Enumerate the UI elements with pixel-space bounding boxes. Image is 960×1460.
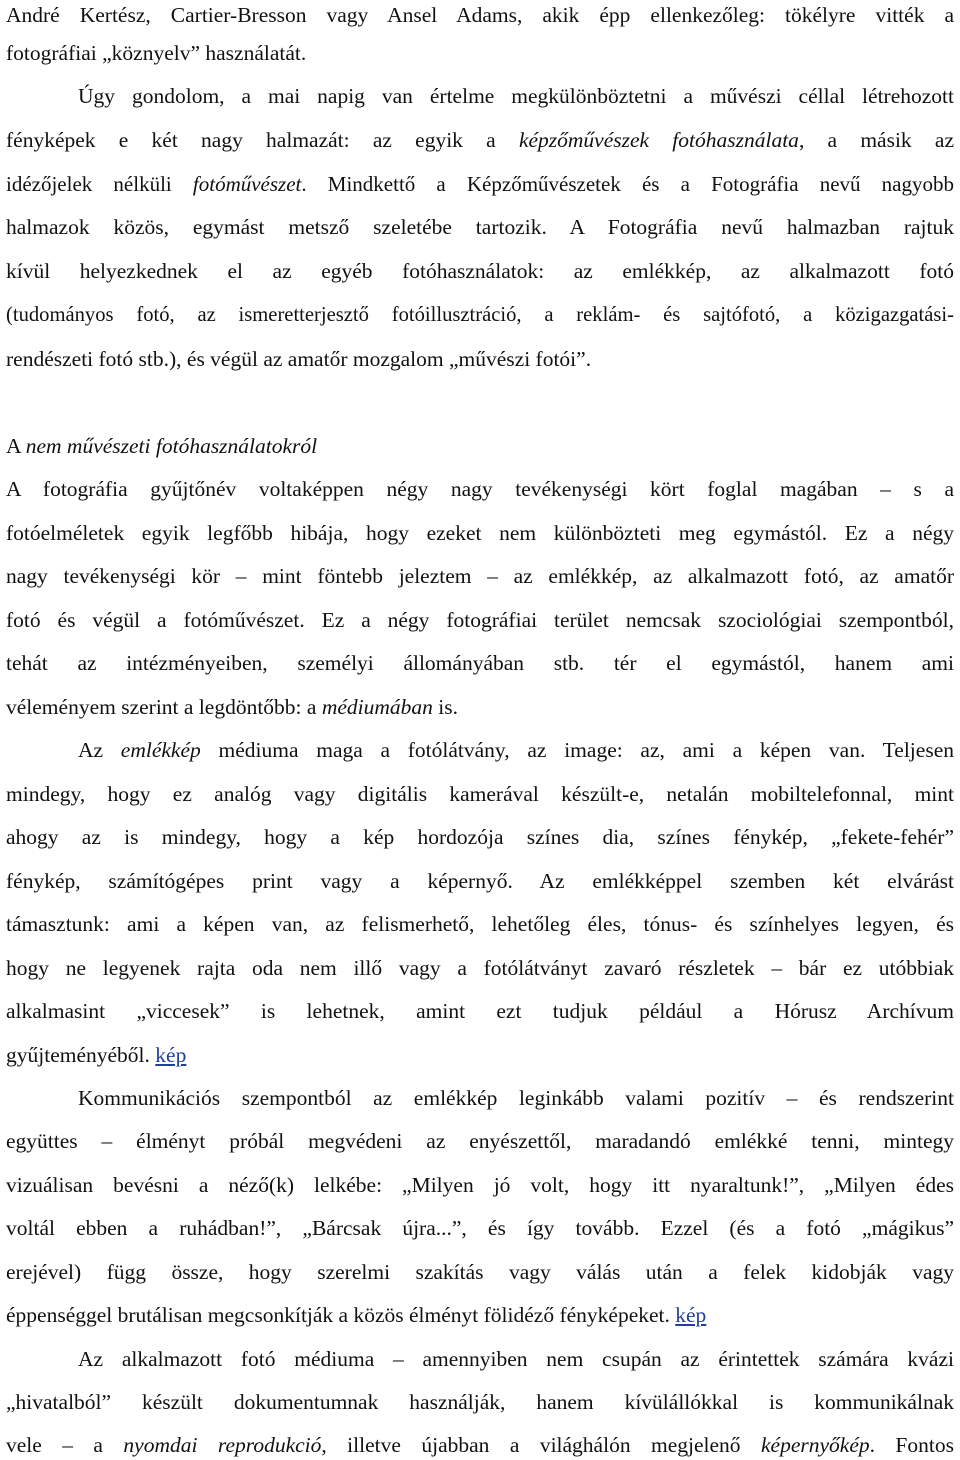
text-run: fotóelméletek egyik legfőbb hibája, hogy ezeket nem különbözteti meg egymástól. Ez a négy: [6, 521, 954, 545]
text-run: médiuma maga a fotólátvány, az image: az, ami a képen van. Teljesen: [200, 738, 954, 762]
text-line: [6, 1430, 954, 1460]
text-run: (tudományos fotó, az ismeretterjesztő fotóillusztráció, a reklám- és sajtófotó, a közigazgatási-: [6, 304, 954, 326]
text-run: Kommunikációs szempontból az emlékkép leginkább valami pozitív – és rendszerint: [78, 1086, 954, 1110]
text-run: erejével) függ össze, hogy szerelmi szakítás vagy válás után a felek kidobják vagy: [6, 1260, 954, 1284]
text-run: ahogy az is mindegy, hogy a kép hordozója színes dia, színes fénykép, „fekete-fehér”: [6, 825, 954, 849]
text-run: . Mindkettő a Képzőművészetek és a Fotográfia nevű nagyobb: [301, 172, 954, 196]
text-run: „hivatalból” készült dokumentumnak használják, hanem kívülállókkal is kommunikálnak: [6, 1390, 954, 1414]
image-link[interactable]: kép: [675, 1303, 707, 1327]
text-run: A fotográfia gyűjtőnév voltaképpen négy nagy tevékenységi kört foglal magában – s a: [6, 477, 954, 501]
text-run: vizuálisan bevésni a néző(k) lelkébe: „Milyen jó volt, hogy itt nyaraltunk!”, „Milyen édes: [6, 1173, 954, 1197]
text-line: [6, 169, 954, 199]
text-line: [6, 38, 954, 68]
text-run: hogy ne legyenek rajta oda nem illő vagy a fotólátványt zavaró részletek – bár ez utóbbiak: [6, 956, 954, 980]
text-line: [78, 81, 954, 111]
text-line: [6, 256, 954, 286]
text-line: [6, 212, 954, 242]
text-line: [78, 1344, 954, 1374]
italic-text: nyomdai reprodukció: [123, 1433, 322, 1457]
text-run: , a másik az: [798, 128, 954, 152]
text-line: [6, 779, 954, 809]
text-run: fotográfiai „köznyelv” használatát.: [6, 41, 307, 65]
text-run: támasztunk: ami a képen van, az felismerhető, lehetőleg éles, tónus- és színhelyes legyen, és: [6, 912, 954, 936]
text-run: is.: [432, 695, 458, 719]
text-line: [78, 735, 954, 765]
text-run: rendészeti fotó stb.), és végül az amatőr mozgalom „művészi fotói”.: [6, 347, 592, 371]
italic-text: nem művészeti fotóhasználatokról: [25, 434, 318, 458]
italic-text: képernyőkép: [760, 1433, 870, 1457]
text-run: fotó és végül a fotóművészet. Ez a négy fotográfiai terület nemcsak szociológiai szempontból,: [6, 608, 954, 632]
text-run: nagy tevékenységi kör – mint föntebb jeleztem – az emlékkép, az alkalmazott fotó, az amatőr: [6, 564, 954, 588]
text-run: vele – a: [6, 1433, 124, 1457]
text-line: [6, 692, 954, 722]
text-line: [6, 648, 954, 678]
text-run: tehát az intézményeiben, személyi állományában stb. tér el egymástól, hanem ami: [6, 651, 954, 675]
text-run: Az alkalmazott fotó médiuma – amennyiben nem csupán az érintettek számára kvázi: [78, 1347, 954, 1371]
text-run: fénykép, számítógépes print vagy a képernyő. Az emlékképpel szemben két elvárást: [6, 869, 954, 893]
text-line: [6, 996, 954, 1026]
text-line: [6, 1387, 954, 1417]
text-run: A: [6, 434, 26, 458]
text-line: [6, 1300, 954, 1330]
text-line: [6, 822, 954, 852]
text-line: [78, 1083, 954, 1113]
text-run: André Kertész, Cartier-Bresson vagy Ansel Adams, akik épp ellenkezőleg: tökélyre vitték a: [6, 3, 954, 27]
italic-text: médiumában: [321, 695, 433, 719]
text-run: voltál ebben a ruhádban!”, „Bárcsak újra...”, és így tovább. Ezzel (és a fotó „mágikus”: [6, 1216, 954, 1240]
text-line: [6, 0, 954, 30]
text-line: [6, 1040, 954, 1070]
text-line: [6, 518, 954, 548]
text-run: kívül helyezkednek el az egyéb fotóhasználatok: az emlékkép, az alkalmazott fotó: [6, 259, 954, 283]
text-line: [6, 909, 954, 939]
text-run: Úgy gondolom, a mai napig van értelme megkülönböztetni a művészi céllal létrehozott: [78, 84, 954, 108]
text-run: fényképek e két nagy halmazát: az egyik a: [6, 128, 519, 152]
italic-text: képzőművészek fotóhasználata: [518, 128, 799, 152]
text-line: [6, 605, 954, 635]
text-line: [6, 866, 954, 896]
text-run: együttes – élményt próbál megvédeni az enyészettől, maradandó emlékké tenni, mintegy: [6, 1129, 954, 1153]
text-line: [6, 1257, 954, 1287]
text-line: [6, 300, 954, 330]
text-line: [6, 344, 954, 374]
text-run: gyűjteményéből.: [6, 1043, 156, 1067]
image-link[interactable]: kép: [155, 1043, 187, 1067]
text-run: mindegy, hogy ez analóg vagy digitális kamerával készült-e, netalán mobiltelefonnal, mint: [6, 782, 954, 806]
text-run: éppenséggel brutálisan megcsonkítják a közös élményt fölidéző fényképeket.: [6, 1303, 676, 1327]
text-line: [6, 1126, 954, 1156]
text-line: [6, 1213, 954, 1243]
section-heading: [6, 431, 954, 461]
italic-text: emlékkép: [120, 738, 201, 762]
text-line: [6, 1170, 954, 1200]
text-line: [6, 474, 954, 504]
text-run: . Fontos: [869, 1433, 954, 1457]
text-line: [6, 125, 954, 155]
text-run: alkalmasint „viccesek” is lehetnek, amint ezt tudjuk például a Hórusz Archívum: [6, 999, 954, 1023]
text-run: idézőjelek nélküli: [6, 172, 193, 196]
text-line: [6, 561, 954, 591]
italic-text: fotóművészet: [192, 172, 302, 196]
text-run: véleményem szerint a legdöntőbb: a: [6, 695, 322, 719]
text-run: Az: [78, 738, 121, 762]
text-run: halmazok közös, egymást metsző szeletébe tartozik. A Fotográfia nevű halmazban rajtuk: [6, 215, 954, 239]
text-run: , illetve újabban a világhálón megjelenő: [321, 1433, 761, 1457]
text-line: [6, 953, 954, 983]
